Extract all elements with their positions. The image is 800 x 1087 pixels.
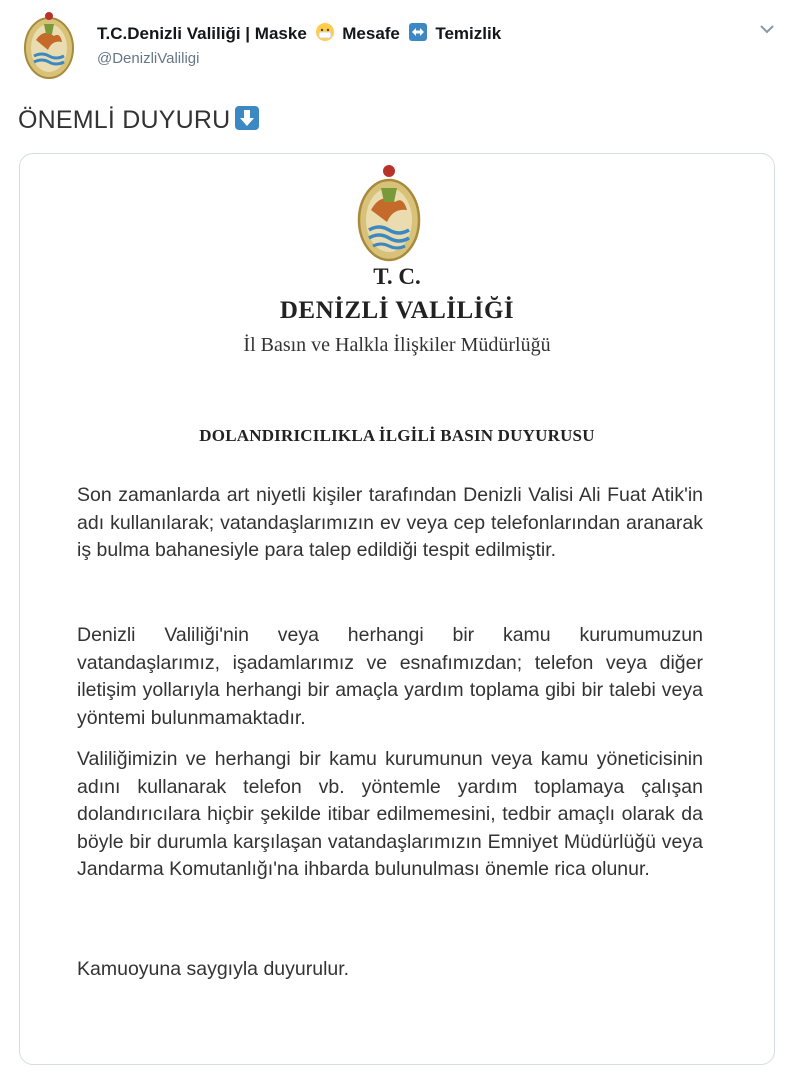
face-with-mask-icon [315,22,335,42]
denizli-emblem-icon[interactable] [22,10,76,80]
org-name: DENİZLİ VALİLİĞİ [279,297,515,324]
org-tc: T. C. [373,264,421,289]
chevron-down-icon[interactable] [758,22,776,36]
tweet-text: ÖNEMLİ DUYURU [18,105,260,135]
tweet-header [0,0,800,90]
org-unit: İl Basın ve Halkla İlişkiler Müdürlüğü [243,334,551,356]
paragraph: Kamuoyuna saygıyla duyurulur. [77,958,350,980]
left-right-arrow-icon [408,22,428,42]
paragraph: Denizli Valiliği'nin veya herhangi bir kamu kurumumuzun vatandaşlarımız, işadamlarımız ve esnafımızdan; telefon veya diğer iletişim yollarıyla herhangi bir amaçla yardım toplama gibi bir talebi veya yöntemi bulunmamaktadır. [77,624,703,729]
paragraph: Valiliğimizin ve herhangi bir kamu kurumunun veya kamu yöneticisinin adını kullanarak telefon vb. yöntemle yardım toplamaya çalışan dolandırıcılara hiçbir şekilde itibar edilmemesini, tedbir amaçlı olarak da böyle bir durumla karşılaşan vatandaşlarımızın Emniyet Müdürlüğü veya Jandarma Komutanlığı'na ihbarda bulunulması önemle rica olunur. [77,748,703,881]
tweet-image-card[interactable] [19,153,775,1065]
author-handle[interactable]: @DenizliValiligi [97,50,200,67]
denizli-emblem-icon [357,162,421,264]
author-name[interactable]: T.C.Denizli Valiliği | Maske Mesafe Temizlik [97,24,502,43]
paragraph: Son zamanlarda art niyetli kişiler tarafından Denizli Valisi Ali Fuat Atik'in adı kullanılarak; vatandaşlarımızın ev veya cep telefonlarından aranarak iş bulma bahanesiyle para talep edildiği tespit edilmiştir. [77,484,703,562]
doc-title: DOLANDIRICILIKLA İLGİLİ BASIN DUYURUSU [199,426,595,445]
down-arrow-icon [234,105,260,131]
